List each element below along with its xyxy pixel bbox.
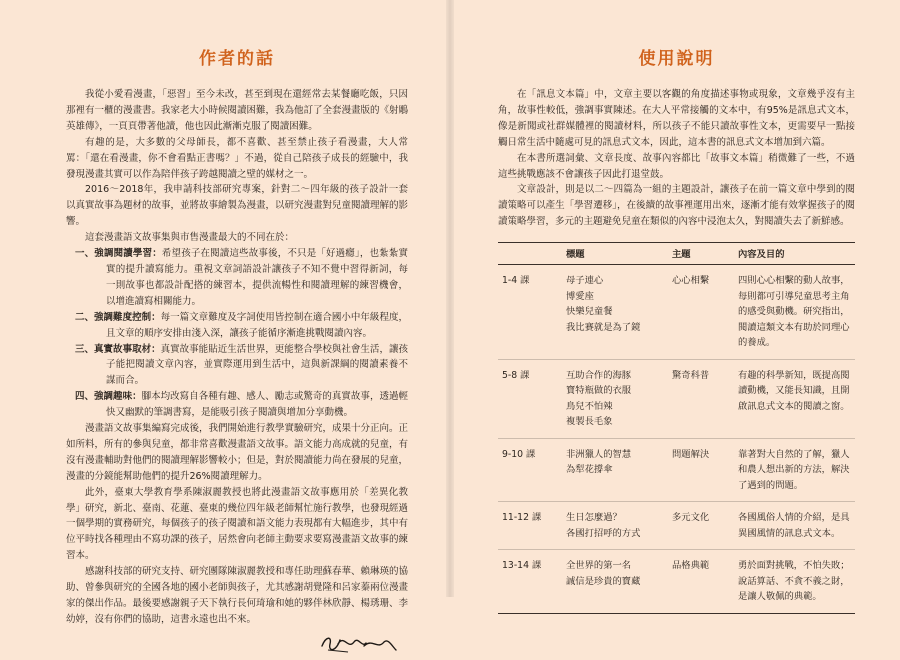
lesson-titles bbox=[562, 438, 668, 502]
lesson-title: 互助合作的海豚 bbox=[566, 369, 632, 381]
lesson-range: 1-4 課 bbox=[498, 265, 562, 360]
feature-text: 腳本均改寫自各種有趣、感人、勵志或驚奇的真實故事，透過輕快又幽默的筆調書寫，是能吸引孩子閱讀與增加分享動機。 bbox=[106, 391, 408, 419]
lesson-content: 靠著對大自然的了解，獵人和農人想出新的方法，解決了遇到的問題。 bbox=[734, 438, 855, 502]
table-row bbox=[498, 438, 855, 502]
author-paragraph: 這套漫畫語文故事集與市售漫畫最大的不同在於： bbox=[85, 232, 295, 244]
lesson-title: 複製長毛象 bbox=[566, 416, 613, 428]
author-paragraph: 有趣的是，大多數的父母師長，都不喜歡、甚至禁止孩子看漫畫，大人常罵：「還在看漫畫，你不會看點正書嗎？」不過，從自己陪孩子成長的經驗中，我發現漫畫其實可以作為陪伴孩子跨越閱讀之壁的媒材之一。 bbox=[66, 136, 408, 180]
header-lesson bbox=[498, 243, 562, 265]
header-content: 內容及目的 bbox=[734, 243, 855, 265]
lesson-title: 非洲獵人的智慧 bbox=[566, 448, 632, 460]
lesson-range: 13-14 課 bbox=[498, 550, 562, 614]
lesson-theme: 多元文化 bbox=[668, 502, 734, 550]
usage-paragraph: 在「訊息文本篇」中，文章主要以客觀的角度描述事物或現象，文章幾乎沒有主角，故事性較低，強調事實陳述。在大人平常接觸的文本中，有95%是訊息式文本，像是新聞或社群媒體裡的閱讀材料，所以孩子不能只讀故事性文本，更需要早一點接觸日常生活中隨處可見的訊息式文本，因此，這本書的訊息式文本增加到六篇。 bbox=[498, 89, 855, 148]
feature-text: 希望孩子在閱讀這些故事後，不只是「好過癮」，也紮紮實實的提升讀寫能力。重視文章詞語設計讓孩子不知不覺中習得新詞，每一則故事也都設計配搭的練習本，提供流暢性和閱讀理解的練習機會，以增進讀寫相關能力。 bbox=[106, 248, 408, 307]
lesson-content: 四則心心相繫的動人故事，每則都可引導兒童思考主角的感受與動機。研究指出，閱讀這類文本有助於同理心的養成。 bbox=[734, 265, 855, 360]
author-paragraph: 感謝科技部的研究支持、研究團隊陳淑麗教授和專任助理蘇春華、賴琳瑛的協助、曾參與研究的全國各地的國小老師與孩子，尤其感謝胡覺隆和呂家蓁兩位漫畫家的傑出作品。最後要感謝親子天下執行長何琦瑜和她的夥伴林欣靜、楊琇珊、李幼婷，沒有你們的協助，這書永遠也出不來。 bbox=[66, 566, 409, 625]
usage-guide-page bbox=[450, 0, 900, 603]
table-row bbox=[498, 359, 855, 438]
feature-heading: 二、強調難度控制： bbox=[75, 311, 161, 323]
author-paragraph: 此外，臺東大學教育學系陳淑麗教授也將此漫畫語文故事應用於「差異化教學」研究，新北、臺南、花蓮、臺東的幾位四年級老師幫忙施行教學，也發現經過一個學期的實務研究，每個孩子的孩子閱讀和語文能力表現都有大幅進步，其中有位平時找各種理由不寫功課的孩子，居然會向老師主動要求要寫漫畫語文故事的練習本。 bbox=[66, 486, 409, 562]
feature-heading: 三、真實故事取材： bbox=[75, 343, 161, 355]
feature-list bbox=[66, 246, 408, 421]
feature-heading: 一、強調閱讀學習： bbox=[75, 248, 162, 260]
table-row bbox=[498, 265, 855, 360]
lesson-range: 5-8 課 bbox=[498, 359, 562, 438]
lesson-title: 生日怎麼過？ bbox=[566, 512, 622, 524]
lesson-content: 各國風俗人情的介紹，是具異國風情的訊息式文本。 bbox=[734, 502, 855, 550]
feature-heading: 四、強調趣味： bbox=[75, 391, 142, 403]
table-row bbox=[498, 550, 855, 614]
lesson-title: 寶特瓶做的衣服 bbox=[566, 385, 632, 397]
lesson-table-header bbox=[498, 243, 855, 265]
lesson-title: 母子連心 bbox=[566, 275, 604, 287]
lesson-title: 全世界的第一名 bbox=[566, 560, 632, 572]
author-paragraph: 漫畫語文故事集編寫完成後，我們開始進行教學實驗研究，成果十分正向。正如所料，所有的參與兒童，都非常喜歡漫畫語文故事。語文能力高成就的兒童，有沒有漫畫輔助對他們的閱讀理解影響較小；但是，對於閱讀能力尚在發展的兒童，漫畫的分鏡能幫助他們的提升26%閱讀理解力。 bbox=[66, 423, 409, 482]
lesson-range: 9-10 課 bbox=[498, 438, 562, 502]
lesson-theme: 心心相繫 bbox=[668, 265, 734, 360]
header-theme: 主題 bbox=[668, 243, 734, 265]
usage-paragraph: 文章設計，則是以二～四篇為一組的主題設計，讓孩子在前一篇文章中學到的閱讀策略可以產生「學習遷移」，在後續的故事裡運用出來，逐漸才能有效掌握孩子的閱讀策略學習，多元的主題避免兒童在類似的內容中浸泡太久，對閱讀失去了新鮮感。 bbox=[498, 184, 855, 228]
usage-paragraph: 在本書所選詞彙、文章長度、故事內容都比「故事文本篇」稍微難了一些，不過這些挑戰應該不會讓孩子因此打退堂鼓。 bbox=[498, 152, 855, 180]
lesson-title: 為犁花撐傘 bbox=[566, 464, 613, 476]
lesson-content: 有趣的科學新知，既提高閱讀動機，又能長知識，且開啟訊息式文本的閱讀之窗。 bbox=[734, 359, 855, 438]
lesson-title: 博愛座 bbox=[566, 290, 594, 302]
usage-guide-title: 使用說明 bbox=[638, 49, 715, 69]
table-row bbox=[498, 502, 855, 550]
lesson-title: 我比賽就是為了鏡 bbox=[566, 321, 641, 333]
author-note-page bbox=[0, 0, 450, 625]
lesson-theme: 驚奇科普 bbox=[668, 359, 734, 438]
lesson-title: 誠信是珍貴的寶藏 bbox=[566, 575, 641, 587]
header-title: 標題 bbox=[562, 243, 668, 265]
lesson-content: 勇於面對挑戰，不怕失敗；說話算話、不貪不義之財，是讓人敬佩的典範。 bbox=[734, 550, 855, 614]
feature-item bbox=[66, 342, 408, 390]
signature-image bbox=[318, 630, 398, 656]
lesson-titles bbox=[562, 502, 668, 550]
author-paragraph: 我從小愛看漫畫，「惡習」至今未改，甚至到現在還經常去某餐廳吃飯，只因那裡有一櫃的漫畫書。我家老大小時候閱讀困難，我為他訂了全套漫畫版的《射鵰英雄傳》，一頁頁帶著他讀，他也因此漸漸克服了閱讀困難。 bbox=[66, 89, 409, 132]
lesson-theme: 問題解決 bbox=[668, 438, 734, 502]
feature-item bbox=[66, 389, 408, 421]
lesson-titles bbox=[562, 359, 668, 438]
lesson-table bbox=[498, 242, 855, 614]
lesson-titles bbox=[562, 550, 668, 614]
feature-text: 每一篇文章難度及字詞使用皆控制在適合國小中年級程度，且文章的順序安排由淺入深，讓孩子能循序漸進挑戰閱讀內容。 bbox=[106, 311, 408, 339]
author-paragraph: 2016～2018年，我申請科技部研究專案，針對二～四年級的孩子設計一套以真實故事為題材的故事，並將故事繪製為漫畫，以研究漫畫對兒童閱讀理解的影響。 bbox=[66, 184, 409, 228]
lesson-range: 11-12 課 bbox=[498, 502, 562, 550]
feature-item bbox=[66, 310, 408, 342]
lesson-titles bbox=[562, 265, 668, 360]
author-note-title: 作者的話 bbox=[199, 49, 275, 69]
author-signature bbox=[66, 630, 408, 660]
lesson-title: 鳥兒不怕辣 bbox=[566, 400, 613, 412]
feature-text: 真實故事能貼近生活世界，更能整合學校與社會生活，讓孩子能把閱讀文章內容，並實際運用到生活中，這與新課綱的閱讀素養不謀而合。 bbox=[106, 343, 408, 387]
lesson-theme: 品格典範 bbox=[668, 550, 734, 614]
lesson-title: 快樂兒童餐 bbox=[566, 306, 613, 318]
feature-item bbox=[66, 246, 408, 310]
lesson-title: 各國打招呼的方式 bbox=[566, 527, 641, 539]
